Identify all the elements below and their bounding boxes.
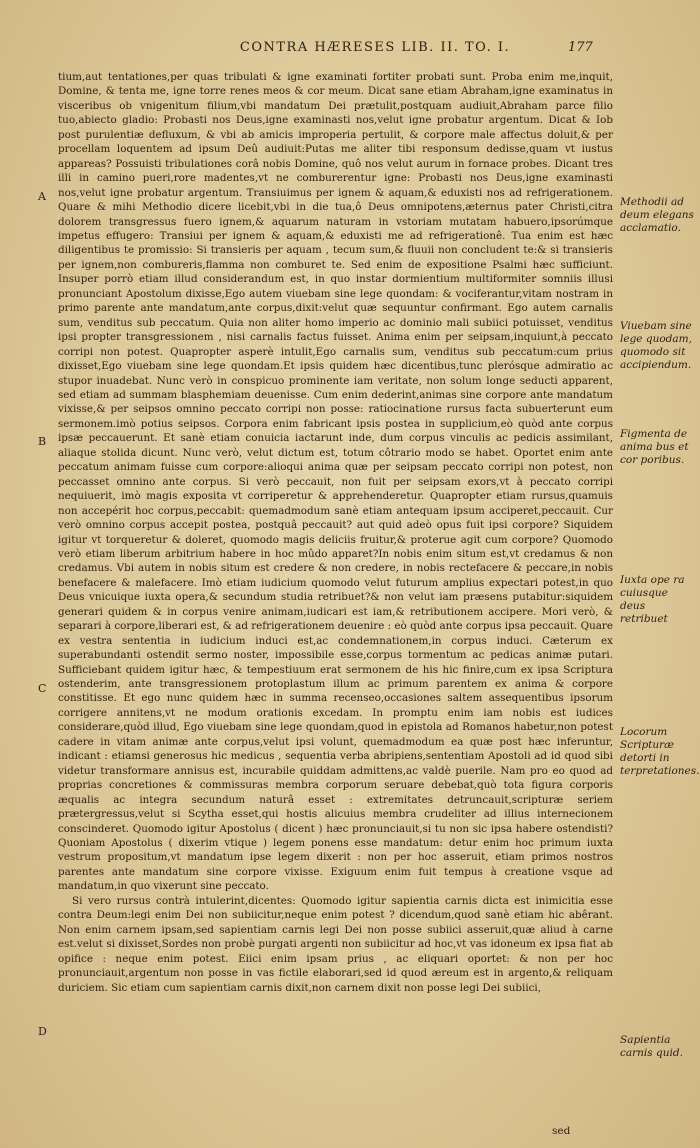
section-letter-a: A <box>38 190 46 203</box>
page-number: 177 <box>568 40 593 55</box>
body-paragraph: tium,aut tentationes,per quas tribulati & igne examinati fortiter probati sunt. Proba enim me,inquit, Domine, & tenta me, igne torre renes meos & cor meum. Dicat sane etiam Abraham,igne examinatus in visceribus ob vnigenitum filium,vbi mandatum Dei prætulit,postquam audiuit,Abraham parce filio tuo,abiecto gladio: Probasti nos Deus,igne examinasti nos,velut igne probatur argentum. Dicat & Iob post purulentiæ defluxum, & vbi ab amicis improperia pertulit, & corpore male affectus doluit,& per procellam loquentem ad ipsum Deû audiuit:Putas me aliter tibi responsum dedisse,quam vt iustus appareas? Possuisti tribulationes corâ nobis Domine, quô nos velut aurum in fornace probes. Dicant tres illi in camino pueri,rore madentes,vt ne comburerentur igne: Probasti nos Deus,igne examinasti nos,velut igne probatur argentum. Transiuimus per ignem & aquam,& eduxisti nos ad refrigerationem. Quare & mihi Methodio dicere licebit,vbi in die tua,ô Deus omnipotens,æternus pater Christi,citra dolorem transgressus fuero ignem,& aquarum naturam in vstoriam mutatam habuero,ipsorúmque impetus effugero: Transiui per ignem & aquam,& eduxisti me ad refrigerationê. Tua enim est hæc diligentibus te promissio: Si transieris per aquam , tecum sum,& fluuii non concludent te:& si transieris per ignem,non combureris,flamma non comburet te. Sed enim de expositione Psalmi hæc sufficiunt. Insuper porrò etiam illud considerandum est, in quo instar dormientium multiformiter somniis illusi pronunciant Apostolum dixisse,Ego autem viuebam sine lege quondam: & vociferantur,vitam nostram in primo parente ante mandatum,ante corpus,dixit:velut quæ sequuntur confirmant. Ego autem carnalis sum, venditus sub peccatum. Quia non aliter homo imperio ac dominio mali subiici potuisset, venditus ipsi propter transgressionem , nisi carnalis factus fuisset. Anima enim per seipsam,inquiunt,à peccato corripi non potest. Quapropter asperè intulit,Ego carnalis sum, venditus sub peccatum:cum prius dixisset,Ego viuebam sine lege quondam.Et ipsis quidem hæc dicentibus,tunc plerósque admiratio ac stupor inuadebat. Nunc verò in conspicuo prominente iam veritate, non solum longe seducti apparent, sed etiam ad summam blasphemiam deuenisse. Cum enim dederint,animas sine corpore ante mandatum vixisse,& per seipsos omnino peccato corripi non posse: ratiocinatione rursus facta subuerterunt eum sermonem.imò potius seipsos. Corpora enim fabricant ipsis postea in supplicium,eò quòd ante corpus ipsæ peccauerunt. Et sanè etiam conuicia iactarunt inde, dum corpus vinculis ac pedicis assimilant, aliaque stolida dicunt. Nunc verò, velut dictum est, totum côtrario modo se habet. Oportet enim ante peccatum animam fuisse cum corpore:alioqui anima quæ per seipsam peccato corripi non potest, non peccasset omnino ante corpus. Si verò peccauit, non fuit per seipsam exors,vt à peccato corripi nequiuerit, imò magis exposita vt corriperetur & apprehenderetur. Quapropter etiam rursus,quamuis non accepérit hoc corpus,peccabit: quemadmodum sanè etiam antequam ipsum acciperet,peccauit. Cur verò omnino corpus accepit postea, postquâ peccauit? aut quid adeò opus fuit ipsi corpore? Siquidem igitur vt torqueretur & doleret, quomodo magis deliciis fruitur,& proterue agit cum corpore? Quomodo verò etiam liberum arbitrium habere in hoc mûdo apparet?In nobis enim situm est,vt credamus & non credamus. Vbi autem in nobis situm est credere & non credere, in nobis rectefacere & peccare,in nobis benefacere & malefacere. Imò etiam iudicium quomodo velut futurum amplius expectari potest,in quo Deus vnicuique iuxta opera,& secundum studia retribuet?& non velut iam præsens putabitur:siquidem generari quidem & in corpus venire animam,iudicari est iam,& retributionem accipere. Mori verò, & separari à corpore,liberari est, & ad refrigerationem deuenire : eò quòd ante corpus ipsa peccauit. Quare ex vestra sententia in iudicium induci est,ac condemnationem,in corpus induci. Cæterum ex superabundanti ostendit sermo noster, impossibile esse,corpus tormentum ac pedicas animæ putari. Sufficiebant quidem igitur hæc, & tempestiuum erat sermonem de his hic finire,cum ex ipsa Scriptura ostenderim, ante transgressionem protoplastum illum ac primum parentem ex anima & corpore constitisse. Et ego nunc quidem hæc in summa recenseo,occasiones saltem assequentibus ipsorum corrigere annitens,vt ne modum orationis excedam. In promptu enim iam nobis est iudices considerare,quòd illud, Ego viuebam sine lege quondam,quod in epistola ad Romanos habetur,non potest cadere in vitam animæ ante corpus,velut ipsi volunt, quemadmodum ea quæ post hæc inferuntur, indicant : etiamsi generosus hic medicus , sequentia verba abripiens,sententiam Apostoli ad id quod sibi videtur transformare annisus est, incurabile quiddam admittens,ac valdè puerile. Nam pro eo quod ad proprias concretiones & commissuras membra corporum seruare debebat,quò tota figura corporis æqualis ac integra secundum naturâ esset : extremitates detruncauit,scripturæ seriem prætergressus,velut si Scytha esset,qui hostis alicuius membra crudeliter ad illius internecionem conscinderet. Quomodo igitur Apostolus ( dicent ) hæc pronunciauit,si tu non sic ipsa habere ostendisti? Quoniam Apostolus ( dixerim vtique ) legem ponens esse mandatum: detur enim hoc primum iuxta vestrum propositum,vt mandatum ipse legem dixerit : non per hoc asseruit, etiam primos nostros parentes ante mandatum sine corpore vixisse. Exiguum enim fuit tempus à creatione vsque ad mandatum,in quo vixerunt sine peccato. <box>58 71 613 893</box>
margin-note: Iuxta ope ra cuiusque deus retribuet <box>620 574 685 625</box>
section-letter-d: D <box>38 1025 47 1038</box>
margin-note: Locorum Scripturæ detorti in terpretationes. <box>620 726 700 777</box>
running-title: CONTRA HÆRESES LIB. II. TO. I. <box>239 40 511 55</box>
margin-note: Viuebam sine lege quodam, quomodo sit accipiendum. <box>620 320 692 371</box>
margin-note: Methodii ad deum elegans acclamatio. <box>620 196 694 234</box>
margin-note: Sapientia carnis quid. <box>620 1034 683 1059</box>
section-letter-b: B <box>38 435 47 448</box>
catchword: sed <box>552 1125 571 1137</box>
main-text-block <box>58 70 613 995</box>
margin-note: Figmenta de anima bus et cor poribus. <box>620 428 689 466</box>
body-paragraph: Si vero rursus contrà intulerint,dicentes: Quomodo igitur sapientia carnis dicta est inimicitia esse contra Deum:legi enim Dei non subiicitur,neque enim potest ? dicendum,quod sanè etiam hic abêrant. Non enim carnem ipsam,sed sapientiam carnis legi Dei non posse subiici asseruit,quæ aliud à carne est.velut si dixisset,Sordes non probè purgati argenti non subiicitur ad hoc,vt vas idoneum ex ipsa fiat ab opifice : neque enim potest. Eiici enim ipsam prius , ac eliquari oportet: & non per hoc pronunciauit,argentum non posse in vas fictile elaborari,sed id quod æreum est in argento,& reliquam duriciem. Sic etiam cum sapientiam carnis dixit,non carnem dixit non posse legi Dei subiici, <box>58 894 613 994</box>
section-letter-c: C <box>38 682 47 695</box>
